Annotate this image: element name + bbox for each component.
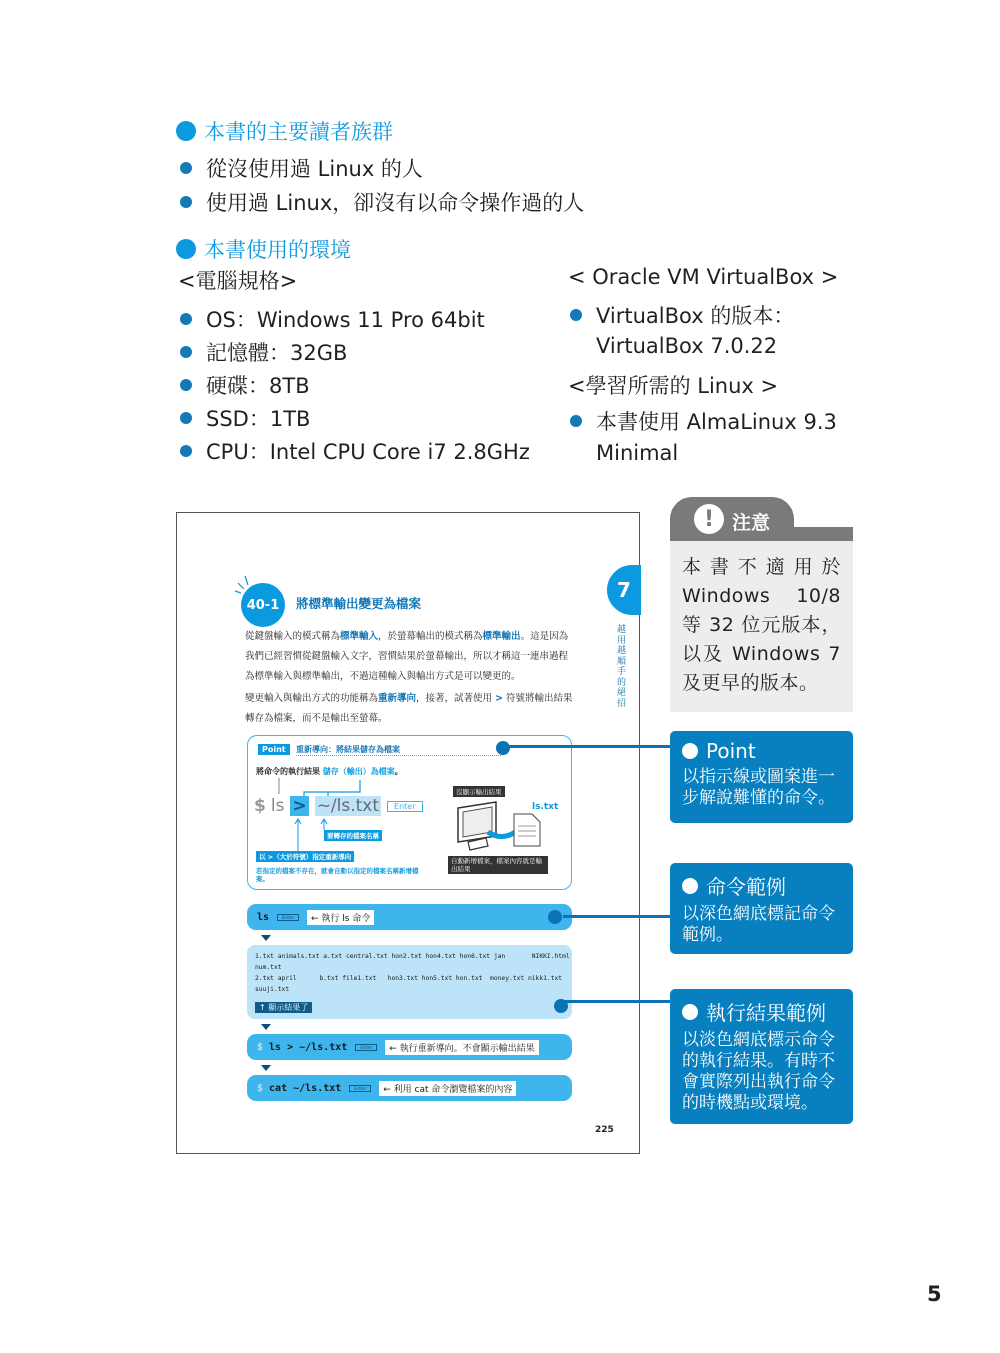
callout-result-example — [670, 989, 853, 1124]
result-shown-tag: ↑ 顯示結果了 — [255, 1002, 312, 1013]
point-title: 重新導向：將結果儲存為檔案 — [296, 744, 501, 756]
enter-key-icon: Enter — [349, 1085, 371, 1092]
pc-spec-item-text: 記憶體：32GB — [206, 340, 348, 365]
notice-body: 本書不適用於 Windows 10/8 等 32 位元版本，以及 Windows 7 及更早的版本。 — [670, 541, 853, 712]
command-example-ls — [247, 904, 572, 930]
audience-item — [180, 153, 423, 183]
text: ，接著，試著使用 — [416, 693, 496, 704]
sample-page — [176, 512, 640, 1154]
connector-line-result — [563, 1000, 671, 1003]
pc-spec-item-text: CPU：Intel CPU Core i7 2.8GHz — [206, 439, 530, 464]
callout-title — [682, 997, 841, 1026]
virtualbox-item — [570, 300, 794, 330]
chapter-number-tab: 7 — [607, 565, 641, 615]
virtualbox-item-text: VirtualBox 的版本： — [596, 304, 795, 328]
linux-edition: Minimal — [596, 441, 679, 465]
audience-heading — [176, 116, 393, 146]
heading-bullet-icon — [176, 121, 196, 141]
down-arrow-icon — [261, 935, 271, 941]
result-output — [255, 951, 570, 995]
section-number-badge: 40-1 — [241, 583, 285, 627]
pc-spec-item-text: SSD：1TB — [206, 406, 311, 431]
pc-spec-item-text: OS：Windows 11 Pro 64bit — [206, 307, 485, 332]
result-example — [247, 945, 572, 1019]
cmd-file: ~/ls.txt — [316, 796, 380, 816]
environment-heading — [176, 234, 351, 264]
virtualbox-label: < Oracle VM VirtualBox > — [568, 265, 839, 289]
result-line: 1.txt animals.txt a.txt central.txt hon2.txt hon4.txt hon6.txt jan NIKKI.html — [255, 953, 570, 960]
command-text: ls > ~/ls.txt — [269, 1041, 348, 1053]
bullet-icon — [570, 415, 582, 427]
text: 。這是因為我們已經習慣從鍵盤輸入文字，習慣結果於螢幕輸出，所以才稱這一連串過程為標準輸入與標準輸出，不過這種輸入與輸出方式是可以變更的。 — [245, 631, 569, 682]
command-note: ← 執行 ls 命令 — [307, 910, 374, 925]
point-tag: Point — [258, 744, 290, 755]
callout-body: 以深色網底標記命令範例。 — [682, 904, 835, 945]
bullet-icon — [180, 412, 192, 424]
text: 變更輸入與輸出方式的功能稱為 — [245, 693, 379, 704]
audience-item-text: 使用過 Linux，卻沒有以命令操作過的人 — [206, 191, 585, 215]
chapter-side-title: 越用越順手的絕招 — [617, 625, 627, 709]
intro-paragraph — [245, 627, 575, 687]
text: 符號將輸出結果轉存為檔案，而不是輸出至螢幕。 — [245, 693, 573, 724]
cmd-gt: > — [292, 796, 307, 816]
linux-item — [570, 406, 837, 436]
text: 儲存（輸出）為檔案 — [322, 767, 395, 776]
connector-line-point — [505, 745, 671, 748]
pc-spec-item — [180, 368, 530, 401]
connector-dot-icon — [548, 910, 562, 924]
text: 。 — [394, 767, 403, 776]
bullet-icon — [180, 162, 192, 174]
bubble-no-output: 沒顯示輸出結果 — [453, 786, 505, 797]
connector-line-command — [563, 915, 671, 918]
command-example-redirect — [247, 1034, 572, 1060]
command-text: cat ~/ls.txt — [269, 1082, 342, 1094]
callout-point — [670, 731, 853, 823]
redirect-paragraph — [245, 689, 575, 729]
heading-bullet-icon — [176, 239, 196, 259]
pc-spec-item — [180, 302, 530, 335]
pc-spec-label: <電腦規格> — [178, 269, 298, 293]
term-standard-input: 標準輸入 — [340, 631, 379, 642]
enter-key-icon: Enter — [277, 914, 299, 921]
command-example-cat — [247, 1075, 572, 1101]
linux-item-text: 本書使用 AlmaLinux 9.3 — [596, 410, 837, 434]
command-note: ← 執行重新導向。不會顯示輸出結果 — [385, 1040, 538, 1055]
term-redirect: 重新導向 — [378, 693, 417, 704]
note-auto-create: 若指定的檔案不存在，就會自動以指定的檔案名稱新增檔案。 — [256, 867, 419, 883]
prompt-symbol: $ — [257, 1041, 264, 1053]
bullet-icon — [180, 313, 192, 325]
callout-command-example — [670, 863, 853, 954]
callout-title — [682, 739, 841, 763]
callout-title-text: 命令範例 — [706, 875, 786, 899]
bullet-icon — [180, 379, 192, 391]
result-line: num.txt — [255, 964, 282, 971]
callout-bullet-icon — [682, 1004, 698, 1020]
audience-heading-text: 本書的主要讀者族群 — [204, 120, 393, 144]
pc-spec-list — [180, 302, 530, 467]
callout-title-text: Point — [706, 739, 756, 763]
bullet-icon — [570, 309, 582, 321]
prompt-symbol: $ — [254, 796, 266, 816]
callout-body: 以指示線或圖案進一步解說難懂的命令。 — [682, 767, 835, 808]
audience-item — [180, 187, 584, 217]
result-line: suuji.txt — [255, 986, 290, 993]
callout-title-text: 執行結果範例 — [706, 1001, 826, 1025]
text: 從鍵盤輸入的模式稱為 — [245, 631, 341, 642]
linux-label: <學習所需的 Linux > — [568, 374, 779, 398]
command-note: ← 利用 cat 命令瀏覽檔案的內容 — [379, 1081, 516, 1096]
virtualbox-version: VirtualBox 7.0.22 — [596, 334, 778, 358]
pc-spec-item — [180, 335, 530, 368]
callout-bullet-icon — [682, 743, 698, 759]
label-filename: 要轉存的檔案名稱 — [324, 830, 382, 841]
page-number: 5 — [927, 1282, 942, 1306]
section-title: 將標準輸出變更為檔案 — [296, 596, 422, 611]
bubble-auto-file: 自動新增檔案，檔案內容就是輸出結果 — [448, 856, 548, 874]
point-command — [254, 796, 423, 816]
pc-spec-item — [180, 434, 530, 467]
result-line: 2.txt april b.txt file1.txt hon3.txt hon5.txt hon.txt money.txt nikk1.txt — [255, 975, 563, 982]
bullet-icon — [180, 196, 192, 208]
command-text: ls — [257, 911, 270, 923]
enter-key-label: Enter — [387, 801, 422, 812]
pc-spec-item-text: 硬碟：8TB — [206, 373, 310, 398]
callout-body: 以淡色網底標示命令的執行結果。有時不會實際列出執行命令的時機點或環境。 — [682, 1030, 835, 1113]
callout-title — [682, 871, 841, 900]
text: 將命令的執行結果 — [256, 767, 320, 776]
environment-heading-text: 本書使用的環境 — [204, 238, 351, 262]
callout-bullet-icon — [682, 878, 698, 894]
exclamation-icon: ! — [694, 504, 724, 534]
notice-box — [670, 497, 853, 712]
audience-item-text: 從沒使用過 Linux 的人 — [206, 157, 423, 181]
connector-dot-icon — [496, 741, 510, 755]
down-arrow-icon — [261, 1024, 271, 1030]
label-redirect: 以 >（大於符號）指定重新導向 — [256, 851, 354, 862]
bullet-icon — [180, 445, 192, 457]
file-label: ls.txt — [532, 802, 559, 812]
prompt-symbol: $ — [257, 1082, 264, 1094]
notice-title: 注意 — [732, 512, 771, 534]
inset-page-number: 225 — [595, 1125, 614, 1135]
point-box — [247, 735, 572, 890]
pc-spec-item — [180, 401, 530, 434]
term-gt-symbol: > — [495, 693, 504, 704]
down-arrow-icon — [261, 1065, 271, 1071]
enter-key-icon: Enter — [355, 1044, 377, 1051]
term-standard-output: 標準輸出 — [482, 631, 521, 642]
text: ，於螢幕輸出的模式稱為 — [378, 631, 483, 642]
cmd-ls: ls — [270, 796, 285, 816]
bullet-icon — [180, 346, 192, 358]
